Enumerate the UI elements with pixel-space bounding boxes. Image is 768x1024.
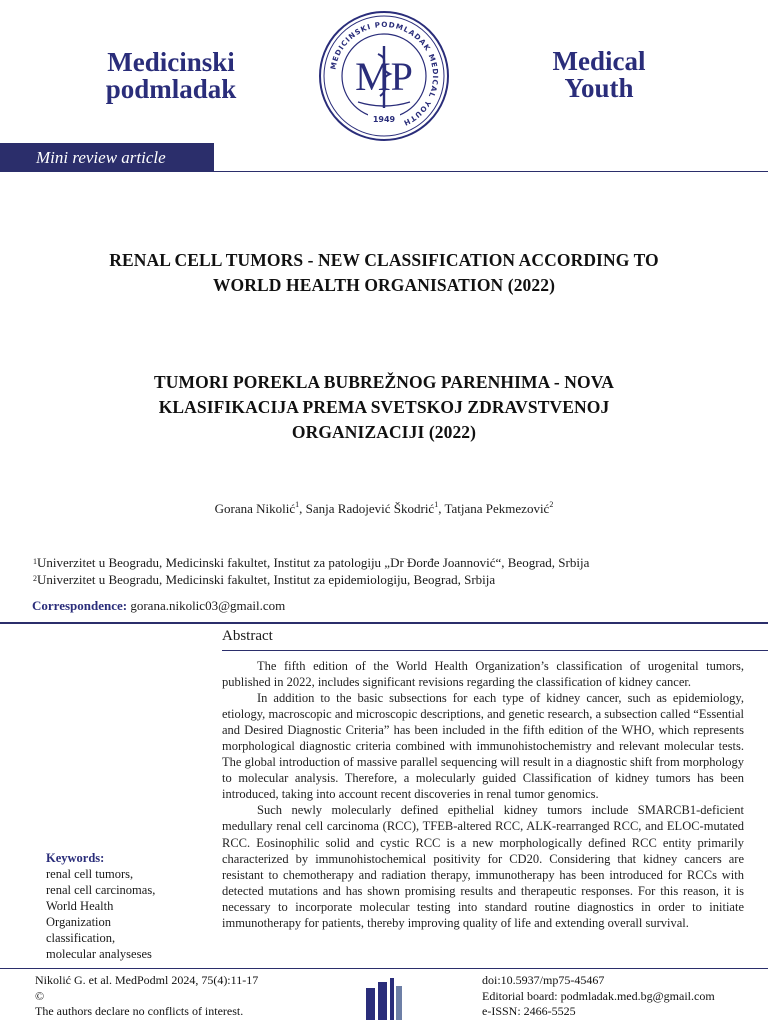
article-type-banner	[0, 143, 214, 172]
footer-divider	[0, 968, 768, 969]
author-separator: ,	[299, 501, 306, 516]
affiliation-2	[33, 571, 495, 588]
affiliation-text: Univerzitet u Beogradu, Medicinski fakultet, Institut za patologiju „Dr Đorđe Joannović“, Beograd, Srbija	[37, 555, 590, 570]
title-serbian	[40, 370, 728, 445]
author-1	[215, 501, 306, 516]
title-english	[40, 248, 728, 298]
author-separator: ,	[438, 501, 445, 516]
keyword-item: Organization	[46, 915, 112, 929]
abstract-divider	[222, 650, 768, 651]
seal-year: 1949	[372, 115, 396, 124]
abstract-heading: Abstract	[222, 628, 273, 644]
author-affil-mark: 1	[434, 500, 439, 509]
journal-name-en-line1: Medical	[552, 46, 646, 76]
footer-conflicts: The authors declare no conflicts of interest.	[35, 1004, 244, 1018]
title-en-line1: RENAL CELL TUMORS - NEW CLASSIFICATION ACCORDING TO	[109, 250, 659, 270]
affiliation-1	[33, 554, 589, 571]
journal-seal-logo	[318, 10, 450, 142]
author-affil-mark: 1	[295, 500, 300, 509]
title-sr-line1: TUMORI POREKLA BUBREŽNOG PARENHIMA - NOVA	[154, 372, 614, 392]
keywords-block	[46, 850, 216, 962]
author-2	[306, 501, 445, 516]
author-name: Tatjana Pekmezović	[444, 501, 550, 516]
author-3	[444, 501, 553, 516]
keywords-label: Keywords:	[46, 851, 105, 865]
footer-eissn: e-ISSN: 2466-5525	[482, 1004, 576, 1018]
footer-doi[interactable]: doi:10.5937/mp75-45467	[482, 973, 605, 987]
title-en-line2: WORLD HEALTH ORGANISATION (2022)	[212, 275, 556, 295]
title-sr-line3: ORGANIZACIJI (2022)	[291, 422, 477, 442]
keyword-item: renal cell carcinomas,	[46, 883, 156, 897]
journal-name-local-line1: Medicinski	[107, 47, 235, 77]
article-type-label: Mini review article	[36, 148, 166, 167]
footer-copyright: ©	[35, 989, 45, 1003]
keyword-item: renal cell tumors,	[46, 867, 134, 881]
abstract-body	[222, 658, 744, 931]
author-name: Gorana Nikolić	[214, 501, 296, 516]
affiliation-text: Univerzitet u Beogradu, Medicinski fakultet, Institut za epidemiologiju, Beograd, Srbija	[37, 572, 496, 587]
footer-editorial: Editorial board: podmladak.med.bg@gmail.com	[482, 989, 715, 1003]
journal-name-en-line2: Youth	[564, 73, 634, 103]
affiliation-mark: 2	[33, 574, 37, 583]
correspondence	[32, 598, 285, 614]
abstract-paragraph-2: In addition to the basic subsections for each type of kidney cancer, such as epidemiology, etiology, macroscopic and microscopic descriptions, and genetic research, a subsection called “Essential and Desired Diagnostic Criteria” has been included in the fifth edition of the WHO, which represents morphological diagnostic criteria combined with immunohistochemistry and relevant molecular tests. The global introduction of massive parallel sequencing will result in a diagnostic shift from morphology to molecular analysis. Therefore, a molecularly guided Classification of kidney tumors has been introduced, taking into account recent discoveries in renal tumor genomics.	[222, 691, 744, 802]
author-affil-mark: 2	[549, 500, 554, 509]
seal-monogram: MP	[355, 54, 413, 99]
journal-name-local-line2: podmladak	[105, 74, 237, 104]
banner-divider	[0, 171, 768, 172]
section-divider	[0, 622, 768, 624]
correspondence-email[interactable]: gorana.nikolic03@gmail.com	[130, 598, 286, 613]
author-list	[0, 501, 768, 517]
journal-name-en	[530, 48, 668, 102]
keyword-item: classification,	[46, 931, 116, 945]
title-sr-line2: KLASIFIKACIJA PREMA SVETSKOJ ZDRAVSTVENOJ	[158, 397, 610, 417]
keyword-item: molecular analyseses	[46, 947, 152, 961]
keyword-item: World Health	[46, 899, 114, 913]
abstract-paragraph-1: The fifth edition of the World Health Organization’s classification of urogenital tumors, published in 2022, includes significant revisions regarding the classification of kidney cancer.	[222, 659, 744, 690]
seal-ring-text: MEDICINSKI PODMLADAK MEDICAL YOUTH	[328, 19, 441, 128]
journal-bars-icon	[364, 978, 404, 1020]
footer-citation: Nikolić G. et al. MedPodml 2024, 75(4):11-17	[35, 973, 259, 987]
author-name: Sanja Radojević Škodrić	[305, 501, 435, 516]
affiliation-mark: 1	[33, 557, 37, 566]
journal-name-local	[90, 49, 252, 103]
abstract-paragraph-3: Such newly molecularly defined epithelial kidney tumors include SMARCB1-deficient medullary renal cell carcinoma (RCC), TFEB-altered RCC, ALK-rearranged RCC, and ELOC-mutated RCC. Eosinophilic solid and cystic RCC is a new morphologically defined RCC entity primarily characterized by immunohistochemical positivity for CD20. Considering that kidney cancers are resistant to chemotherapy and radiation therapy, immunotherapy has been introduced for RCCs with detected mutations and has shown promising results and therapeutic responses. For this reason, it is necessary to incorporate molecular testing into standard routine diagnostics in order to initiate immunotherapy for patients, thereby improving quality of life and extending overall survival.	[222, 803, 744, 930]
correspondence-label: Correspondence:	[32, 598, 128, 613]
